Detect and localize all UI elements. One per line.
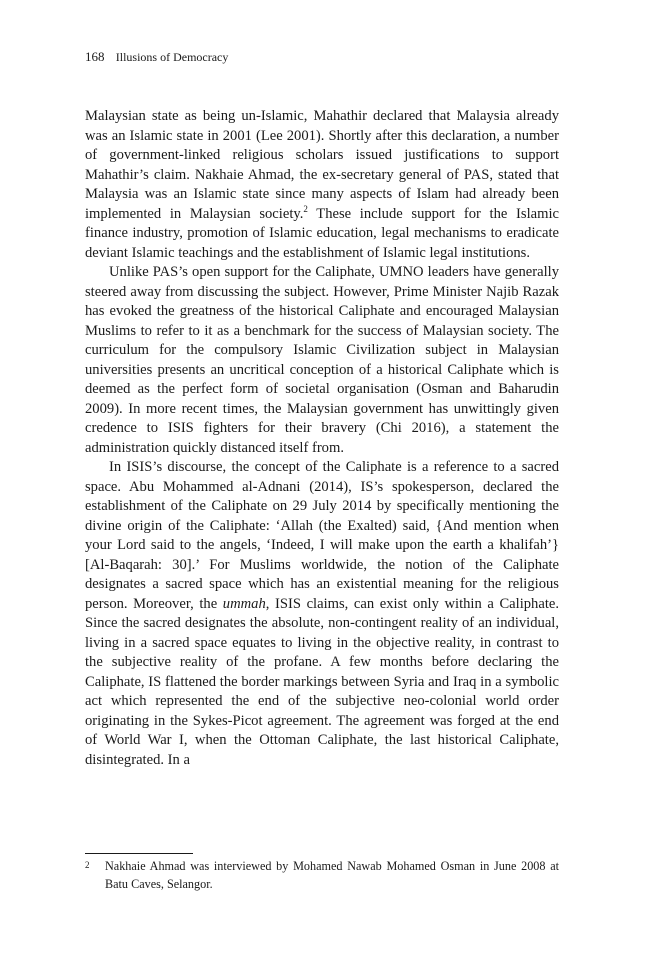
- book-title: Illusions of Democracy: [115, 50, 229, 64]
- running-head: [85, 48, 228, 66]
- footnote: [85, 858, 559, 893]
- paragraph-3: [85, 458, 559, 770]
- paragraph-2: Unlike PAS’s open support for the Caliphate, UMNO leaders have generally steered away from discussing the subject. However, Prime Minister Najib Razak has evoked the greatness of the historical Caliphate and encouraged Malaysian Muslims to refer to it as a benchmark for the success of Malaysian society. The curriculum for the compulsory Islamic Civilization subject in Malaysian universities presents an uncritical conception of a historical Caliphate which is deemed as the perfect form of societal organisation (Osman and Baharudin 2009). In more recent times, the Malaysian government has unwittingly given credence to ISIS fighters for their bravery (Chi 2016), a statement the administration quickly distanced itself from.: [85, 264, 559, 456]
- paragraph-3-italic-term: ummah: [222, 595, 266, 612]
- footnote-rule: [85, 853, 193, 854]
- page-number: 168: [85, 49, 105, 64]
- footnote-number: 2: [85, 860, 90, 870]
- footnote-reference: 2: [303, 203, 308, 214]
- paragraph-3-text-a: In ISIS’s discourse, the concept of the Caliphate is a reference to a sacred space. Abu Mohammed al-Adnani (2014), IS’s spokesperson, declared the establishment of the Caliphate on 29 July 2014 by specifically mentioning the divine origin of the Caliphate: ‘Allah (the Exalted) said, {And mention when your Lord said to the angels, ‘Indeed, I will make upon the earth a khalifah’} [Al-Baqarah: 30].’ For Muslims worldwide, the notion of the Caliphate designates a sacred space which has an existential meaning for the religious person. Moreover, the: [85, 459, 559, 612]
- paragraph-1: [85, 107, 559, 263]
- main-text: [85, 107, 559, 770]
- paragraph-3-text-b: , ISIS claims, can exist only within a Caliphate. Since the sacred designates the absolute, non-contingent reality of an individual, living in a sacred space equates to living in the objective reality, in contrast to the subjective reality of the profane. A few months before declaring the Caliphate, IS flattened the border markings between Syria and Iraq in a symbolic act which represented the end of the subjective neo-colonial world order originating in the Sykes-Picot agreement. The agreement was forged at the end of World War I, when the Ottoman Caliphate, the last historical Caliphate, disintegrated. In a: [85, 595, 560, 768]
- paragraph-1-text-a: Malaysian state as being un-Islamic, Mahathir declared that Malaysia already was an Islamic state in 2001 (Lee 2001). Shortly after this declaration, a number of government-linked religious scholars issued justifications to support Mahathir’s claim. Nakhaie Ahmad, the ex-secretary general of PAS, stated that Malaysia was an Islamic state since many aspects of Islam had already been implemented in Malaysian society.: [85, 108, 559, 222]
- footnote-text: Nakhaie Ahmad was interviewed by Mohamed Nawab Mohamed Osman in June 2008 at Batu Caves, Selangor.: [105, 859, 559, 891]
- paragraph-1-text-b: These include support for the Islamic finance industry, promotion of Islamic education, legal mechanisms to eradicate deviant Islamic teachings and the establishment of Islamic legal institutions.: [85, 205, 559, 261]
